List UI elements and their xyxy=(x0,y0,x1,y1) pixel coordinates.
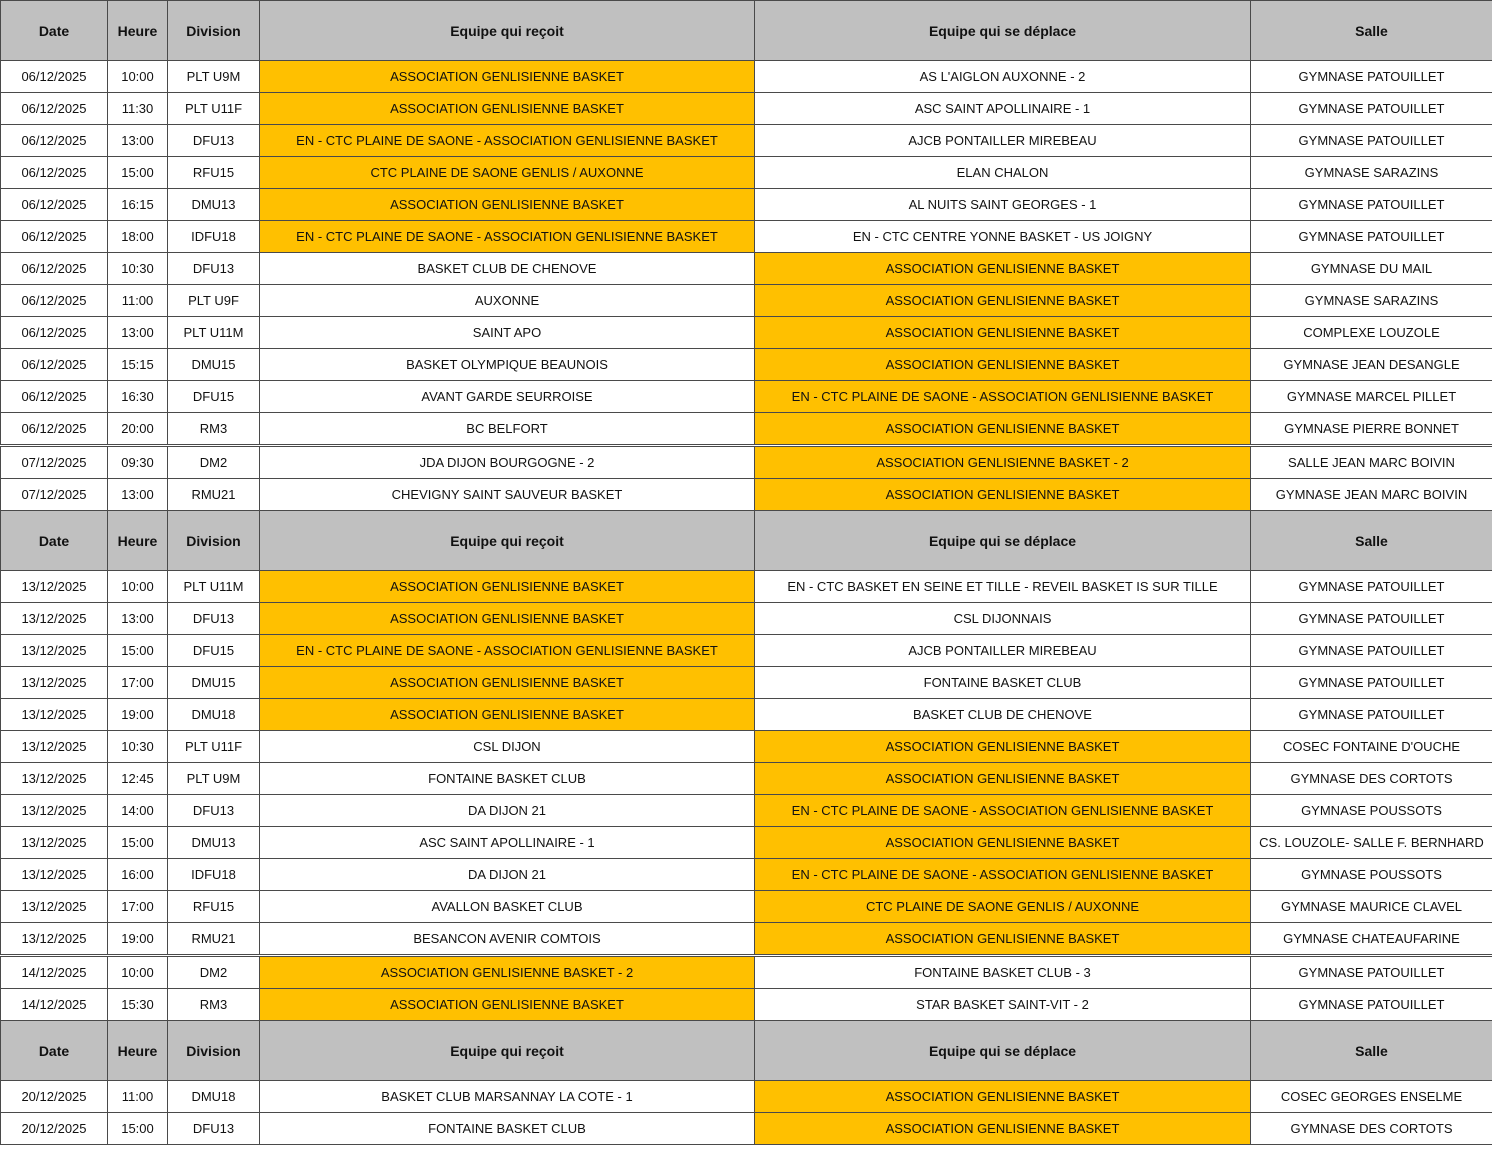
venue-cell: GYMNASE MAURICE CLAVEL xyxy=(1251,891,1492,923)
away-team-cell: CTC PLAINE DE SAONE GENLIS / AUXONNE xyxy=(755,891,1251,923)
away-team-cell: ASSOCIATION GENLISIENNE BASKET xyxy=(755,413,1251,446)
date-cell: 13/12/2025 xyxy=(1,891,108,923)
date-cell: 06/12/2025 xyxy=(1,413,108,446)
home-team-cell: CHEVIGNY SAINT SAUVEUR BASKET xyxy=(260,479,755,511)
venue-cell: GYMNASE PATOUILLET xyxy=(1251,61,1492,93)
home-team-cell: ASSOCIATION GENLISIENNE BASKET xyxy=(260,61,755,93)
table-row xyxy=(1,731,1492,763)
time-cell: 16:00 xyxy=(108,859,168,891)
division-cell: DMU13 xyxy=(168,827,260,859)
header-date: Date xyxy=(1,1,108,61)
away-team-cell: ASSOCIATION GENLISIENNE BASKET xyxy=(755,479,1251,511)
time-cell: 12:45 xyxy=(108,763,168,795)
away-team-cell: EN - CTC CENTRE YONNE BASKET - US JOIGNY xyxy=(755,221,1251,253)
time-cell: 20:00 xyxy=(108,413,168,446)
header-row xyxy=(1,1,1492,61)
table-row xyxy=(1,989,1492,1021)
home-team-cell: ASSOCIATION GENLISIENNE BASKET - 2 xyxy=(260,956,755,989)
table-row xyxy=(1,763,1492,795)
date-cell: 06/12/2025 xyxy=(1,157,108,189)
venue-cell: GYMNASE PATOUILLET xyxy=(1251,635,1492,667)
away-team-cell: ASSOCIATION GENLISIENNE BASKET xyxy=(755,285,1251,317)
header-time: Heure xyxy=(108,1,168,61)
time-cell: 13:00 xyxy=(108,317,168,349)
table-row xyxy=(1,189,1492,221)
date-cell: 06/12/2025 xyxy=(1,61,108,93)
date-cell: 06/12/2025 xyxy=(1,93,108,125)
away-team-cell: BASKET CLUB DE CHENOVE xyxy=(755,699,1251,731)
venue-cell: GYMNASE SARAZINS xyxy=(1251,157,1492,189)
header-time: Heure xyxy=(108,1021,168,1081)
header-away-team: Equipe qui se déplace xyxy=(755,511,1251,571)
date-cell: 06/12/2025 xyxy=(1,253,108,285)
date-cell: 13/12/2025 xyxy=(1,731,108,763)
division-cell: PLT U11F xyxy=(168,93,260,125)
venue-cell: GYMNASE MARCEL PILLET xyxy=(1251,381,1492,413)
home-team-cell: ASC SAINT APOLLINAIRE - 1 xyxy=(260,827,755,859)
away-team-cell: AJCB PONTAILLER MIREBEAU xyxy=(755,125,1251,157)
venue-cell: GYMNASE PIERRE BONNET xyxy=(1251,413,1492,446)
away-team-cell: ASC SAINT APOLLINAIRE - 1 xyxy=(755,93,1251,125)
table-row xyxy=(1,827,1492,859)
time-cell: 15:00 xyxy=(108,1113,168,1145)
table-row xyxy=(1,891,1492,923)
date-cell: 06/12/2025 xyxy=(1,349,108,381)
venue-cell: GYMNASE PATOUILLET xyxy=(1251,189,1492,221)
date-cell: 13/12/2025 xyxy=(1,923,108,956)
division-cell: DFU13 xyxy=(168,1113,260,1145)
home-team-cell: BC BELFORT xyxy=(260,413,755,446)
away-team-cell: EN - CTC PLAINE DE SAONE - ASSOCIATION GENLISIENNE BASKET xyxy=(755,859,1251,891)
away-team-cell: AL NUITS SAINT GEORGES - 1 xyxy=(755,189,1251,221)
away-team-cell: ASSOCIATION GENLISIENNE BASKET xyxy=(755,827,1251,859)
header-division: Division xyxy=(168,1021,260,1081)
date-cell: 13/12/2025 xyxy=(1,667,108,699)
time-cell: 11:30 xyxy=(108,93,168,125)
home-team-cell: EN - CTC PLAINE DE SAONE - ASSOCIATION GENLISIENNE BASKET xyxy=(260,635,755,667)
home-team-cell: BESANCON AVENIR COMTOIS xyxy=(260,923,755,956)
table-row xyxy=(1,285,1492,317)
away-team-cell: FONTAINE BASKET CLUB - 3 xyxy=(755,956,1251,989)
time-cell: 18:00 xyxy=(108,221,168,253)
away-team-cell: AJCB PONTAILLER MIREBEAU xyxy=(755,635,1251,667)
header-division: Division xyxy=(168,1,260,61)
table-row xyxy=(1,253,1492,285)
table-row xyxy=(1,157,1492,189)
home-team-cell: ASSOCIATION GENLISIENNE BASKET xyxy=(260,603,755,635)
venue-cell: GYMNASE PATOUILLET xyxy=(1251,699,1492,731)
division-cell: PLT U11M xyxy=(168,317,260,349)
time-cell: 15:00 xyxy=(108,827,168,859)
division-cell: RFU15 xyxy=(168,891,260,923)
home-team-cell: BASKET CLUB DE CHENOVE xyxy=(260,253,755,285)
division-cell: DM2 xyxy=(168,956,260,989)
division-cell: IDFU18 xyxy=(168,221,260,253)
date-cell: 13/12/2025 xyxy=(1,635,108,667)
table-row xyxy=(1,413,1492,446)
header-row xyxy=(1,511,1492,571)
venue-cell: GYMNASE JEAN DESANGLE xyxy=(1251,349,1492,381)
header-venue: Salle xyxy=(1251,511,1492,571)
date-cell: 13/12/2025 xyxy=(1,603,108,635)
header-away-team: Equipe qui se déplace xyxy=(755,1021,1251,1081)
away-team-cell: ASSOCIATION GENLISIENNE BASKET xyxy=(755,763,1251,795)
time-cell: 13:00 xyxy=(108,125,168,157)
table-row xyxy=(1,381,1492,413)
time-cell: 15:15 xyxy=(108,349,168,381)
away-team-cell: ASSOCIATION GENLISIENNE BASKET xyxy=(755,731,1251,763)
time-cell: 09:30 xyxy=(108,446,168,479)
home-team-cell: ASSOCIATION GENLISIENNE BASKET xyxy=(260,989,755,1021)
header-venue: Salle xyxy=(1251,1021,1492,1081)
away-team-cell: CSL DIJONNAIS xyxy=(755,603,1251,635)
table-row xyxy=(1,1113,1492,1145)
time-cell: 10:30 xyxy=(108,253,168,285)
venue-cell: GYMNASE PATOUILLET xyxy=(1251,956,1492,989)
date-cell: 06/12/2025 xyxy=(1,317,108,349)
table-row xyxy=(1,1081,1492,1113)
venue-cell: GYMNASE POUSSOTS xyxy=(1251,795,1492,827)
table-row xyxy=(1,795,1492,827)
header-home-team: Equipe qui reçoit xyxy=(260,1,755,61)
home-team-cell: BASKET CLUB MARSANNAY LA COTE - 1 xyxy=(260,1081,755,1113)
division-cell: DM2 xyxy=(168,446,260,479)
date-cell: 06/12/2025 xyxy=(1,189,108,221)
table-row xyxy=(1,603,1492,635)
home-team-cell: FONTAINE BASKET CLUB xyxy=(260,1113,755,1145)
home-team-cell: ASSOCIATION GENLISIENNE BASKET xyxy=(260,189,755,221)
header-time: Heure xyxy=(108,511,168,571)
division-cell: DMU13 xyxy=(168,189,260,221)
venue-cell: GYMNASE POUSSOTS xyxy=(1251,859,1492,891)
home-team-cell: BASKET OLYMPIQUE BEAUNOIS xyxy=(260,349,755,381)
division-cell: PLT U9F xyxy=(168,285,260,317)
table-row xyxy=(1,635,1492,667)
date-cell: 13/12/2025 xyxy=(1,699,108,731)
table-row xyxy=(1,349,1492,381)
table-row xyxy=(1,446,1492,479)
venue-cell: GYMNASE PATOUILLET xyxy=(1251,93,1492,125)
header-division: Division xyxy=(168,511,260,571)
home-team-cell: AVANT GARDE SEURROISE xyxy=(260,381,755,413)
away-team-cell: EN - CTC PLAINE DE SAONE - ASSOCIATION GENLISIENNE BASKET xyxy=(755,795,1251,827)
time-cell: 13:00 xyxy=(108,603,168,635)
away-team-cell: ELAN CHALON xyxy=(755,157,1251,189)
table-row xyxy=(1,571,1492,603)
table-row xyxy=(1,699,1492,731)
home-team-cell: AUXONNE xyxy=(260,285,755,317)
time-cell: 11:00 xyxy=(108,285,168,317)
division-cell: DFU15 xyxy=(168,381,260,413)
time-cell: 19:00 xyxy=(108,923,168,956)
home-team-cell: ASSOCIATION GENLISIENNE BASKET xyxy=(260,571,755,603)
division-cell: PLT U9M xyxy=(168,61,260,93)
division-cell: DMU18 xyxy=(168,1081,260,1113)
header-date: Date xyxy=(1,1021,108,1081)
division-cell: DMU15 xyxy=(168,349,260,381)
table-row xyxy=(1,923,1492,956)
table-row xyxy=(1,221,1492,253)
header-venue: Salle xyxy=(1251,1,1492,61)
venue-cell: SALLE JEAN MARC BOIVIN xyxy=(1251,446,1492,479)
time-cell: 10:00 xyxy=(108,571,168,603)
home-team-cell: SAINT APO xyxy=(260,317,755,349)
table-row xyxy=(1,479,1492,511)
venue-cell: GYMNASE DES CORTOTS xyxy=(1251,763,1492,795)
time-cell: 14:00 xyxy=(108,795,168,827)
home-team-cell: EN - CTC PLAINE DE SAONE - ASSOCIATION GENLISIENNE BASKET xyxy=(260,125,755,157)
home-team-cell: DA DIJON 21 xyxy=(260,859,755,891)
date-cell: 06/12/2025 xyxy=(1,285,108,317)
home-team-cell: JDA DIJON BOURGOGNE - 2 xyxy=(260,446,755,479)
venue-cell: GYMNASE PATOUILLET xyxy=(1251,125,1492,157)
header-home-team: Equipe qui reçoit xyxy=(260,1021,755,1081)
division-cell: RFU15 xyxy=(168,157,260,189)
home-team-cell: AVALLON BASKET CLUB xyxy=(260,891,755,923)
date-cell: 13/12/2025 xyxy=(1,859,108,891)
away-team-cell: AS L'AIGLON AUXONNE - 2 xyxy=(755,61,1251,93)
division-cell: DFU15 xyxy=(168,635,260,667)
division-cell: PLT U9M xyxy=(168,763,260,795)
time-cell: 11:00 xyxy=(108,1081,168,1113)
venue-cell: GYMNASE DES CORTOTS xyxy=(1251,1113,1492,1145)
table-row xyxy=(1,956,1492,989)
home-team-cell: ASSOCIATION GENLISIENNE BASKET xyxy=(260,93,755,125)
date-cell: 13/12/2025 xyxy=(1,795,108,827)
venue-cell: GYMNASE PATOUILLET xyxy=(1251,571,1492,603)
table-row xyxy=(1,859,1492,891)
venue-cell: GYMNASE PATOUILLET xyxy=(1251,221,1492,253)
home-team-cell: ASSOCIATION GENLISIENNE BASKET xyxy=(260,667,755,699)
division-cell: DMU18 xyxy=(168,699,260,731)
date-cell: 13/12/2025 xyxy=(1,763,108,795)
home-team-cell: ASSOCIATION GENLISIENNE BASKET xyxy=(260,699,755,731)
venue-cell: COMPLEXE LOUZOLE xyxy=(1251,317,1492,349)
division-cell: PLT U11M xyxy=(168,571,260,603)
time-cell: 17:00 xyxy=(108,667,168,699)
header-home-team: Equipe qui reçoit xyxy=(260,511,755,571)
division-cell: RMU21 xyxy=(168,923,260,956)
time-cell: 17:00 xyxy=(108,891,168,923)
venue-cell: GYMNASE DU MAIL xyxy=(1251,253,1492,285)
away-team-cell: ASSOCIATION GENLISIENNE BASKET xyxy=(755,923,1251,956)
time-cell: 15:30 xyxy=(108,989,168,1021)
header-away-team: Equipe qui se déplace xyxy=(755,1,1251,61)
date-cell: 13/12/2025 xyxy=(1,827,108,859)
home-team-cell: CTC PLAINE DE SAONE GENLIS / AUXONNE xyxy=(260,157,755,189)
date-cell: 13/12/2025 xyxy=(1,571,108,603)
division-cell: DFU13 xyxy=(168,603,260,635)
time-cell: 15:00 xyxy=(108,635,168,667)
away-team-cell: ASSOCIATION GENLISIENNE BASKET xyxy=(755,1081,1251,1113)
date-cell: 06/12/2025 xyxy=(1,125,108,157)
division-cell: RM3 xyxy=(168,989,260,1021)
date-cell: 20/12/2025 xyxy=(1,1081,108,1113)
home-team-cell: FONTAINE BASKET CLUB xyxy=(260,763,755,795)
away-team-cell: ASSOCIATION GENLISIENNE BASKET - 2 xyxy=(755,446,1251,479)
venue-cell: GYMNASE JEAN MARC BOIVIN xyxy=(1251,479,1492,511)
venue-cell: COSEC FONTAINE D'OUCHE xyxy=(1251,731,1492,763)
venue-cell: GYMNASE SARAZINS xyxy=(1251,285,1492,317)
division-cell: DMU15 xyxy=(168,667,260,699)
date-cell: 07/12/2025 xyxy=(1,446,108,479)
venue-cell: COSEC GEORGES ENSELME xyxy=(1251,1081,1492,1113)
time-cell: 10:00 xyxy=(108,61,168,93)
division-cell: PLT U11F xyxy=(168,731,260,763)
venue-cell: GYMNASE PATOUILLET xyxy=(1251,603,1492,635)
away-team-cell: ASSOCIATION GENLISIENNE BASKET xyxy=(755,349,1251,381)
table-row xyxy=(1,61,1492,93)
division-cell: DFU13 xyxy=(168,253,260,285)
date-cell: 14/12/2025 xyxy=(1,989,108,1021)
division-cell: IDFU18 xyxy=(168,859,260,891)
home-team-cell: CSL DIJON xyxy=(260,731,755,763)
away-team-cell: EN - CTC BASKET EN SEINE ET TILLE - REVEIL BASKET IS SUR TILLE xyxy=(755,571,1251,603)
time-cell: 10:30 xyxy=(108,731,168,763)
division-cell: RM3 xyxy=(168,413,260,446)
date-cell: 20/12/2025 xyxy=(1,1113,108,1145)
header-row xyxy=(1,1021,1492,1081)
venue-cell: GYMNASE PATOUILLET xyxy=(1251,989,1492,1021)
table-row xyxy=(1,93,1492,125)
away-team-cell: STAR BASKET SAINT-VIT - 2 xyxy=(755,989,1251,1021)
time-cell: 19:00 xyxy=(108,699,168,731)
away-team-cell: FONTAINE BASKET CLUB xyxy=(755,667,1251,699)
venue-cell: GYMNASE PATOUILLET xyxy=(1251,667,1492,699)
table-row xyxy=(1,667,1492,699)
division-cell: DFU13 xyxy=(168,795,260,827)
time-cell: 15:00 xyxy=(108,157,168,189)
away-team-cell: ASSOCIATION GENLISIENNE BASKET xyxy=(755,1113,1251,1145)
date-cell: 14/12/2025 xyxy=(1,956,108,989)
venue-cell: GYMNASE CHATEAUFARINE xyxy=(1251,923,1492,956)
schedule-body xyxy=(1,1,1492,1145)
table-row xyxy=(1,317,1492,349)
home-team-cell: EN - CTC PLAINE DE SAONE - ASSOCIATION GENLISIENNE BASKET xyxy=(260,221,755,253)
division-cell: DFU13 xyxy=(168,125,260,157)
time-cell: 16:30 xyxy=(108,381,168,413)
time-cell: 10:00 xyxy=(108,956,168,989)
home-team-cell: DA DIJON 21 xyxy=(260,795,755,827)
away-team-cell: EN - CTC PLAINE DE SAONE - ASSOCIATION GENLISIENNE BASKET xyxy=(755,381,1251,413)
division-cell: RMU21 xyxy=(168,479,260,511)
away-team-cell: ASSOCIATION GENLISIENNE BASKET xyxy=(755,317,1251,349)
date-cell: 06/12/2025 xyxy=(1,221,108,253)
date-cell: 06/12/2025 xyxy=(1,381,108,413)
date-cell: 07/12/2025 xyxy=(1,479,108,511)
table-row xyxy=(1,125,1492,157)
time-cell: 16:15 xyxy=(108,189,168,221)
away-team-cell: ASSOCIATION GENLISIENNE BASKET xyxy=(755,253,1251,285)
time-cell: 13:00 xyxy=(108,479,168,511)
venue-cell: CS. LOUZOLE- SALLE F. BERNHARD xyxy=(1251,827,1492,859)
header-date: Date xyxy=(1,511,108,571)
